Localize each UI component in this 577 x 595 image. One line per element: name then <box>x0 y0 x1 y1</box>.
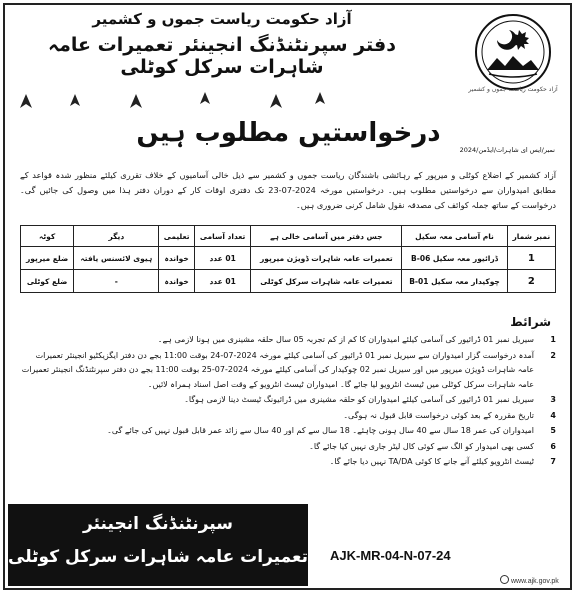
list-item <box>20 393 556 408</box>
header-quota: کوٹہ <box>21 226 74 247</box>
cell-serial: 1 <box>507 247 555 270</box>
cell-post: چوکیدار معہ سکیل B-01 <box>402 270 507 293</box>
cell-office: تعمیرات عامہ شاہرات ڈویژن میرپور <box>251 247 402 270</box>
header <box>12 6 432 86</box>
header-office: جس دفتر میں آسامی خالی ہے <box>251 226 402 247</box>
condition-index: 4 <box>550 410 556 420</box>
header-other: دیگر <box>74 226 159 247</box>
list-item <box>20 409 556 424</box>
cell-serial: 2 <box>507 270 555 293</box>
condition-index: 2 <box>550 350 556 360</box>
cell-education: خواندہ <box>159 270 194 293</box>
ad-code: AJK-MR-04-N-07-24 <box>330 548 451 563</box>
header-post: نام آسامی معہ سکیل <box>402 226 507 247</box>
condition-text: سیریل نمبر 01 ڈرائیور کی آسامی کیلئے امیدواران کا کم از کم تجربہ 05 سال حلقہ مشینری میں ہونا لازمی ہے۔ <box>157 335 534 344</box>
cell-other: - <box>74 270 159 293</box>
header-count: تعداد آسامی <box>194 226 251 247</box>
reference-number: نمبر/ایس ای شاہرات/ایڈمن/2024 <box>459 146 555 154</box>
conditions-list <box>20 333 556 471</box>
cell-post: ڈرائیور معہ سکیل B-06 <box>402 247 507 270</box>
intro-paragraph: آزاد کشمیر کے اضلاع کوٹلی و میرپور کے رہائشی باشندگان ریاست جموں و کشمیر سے ذیل خالی آسامیوں کے خلاف تقرری کیلئے منظور شدہ قواعد کے مطابق امیدواران سے درخواستیں مطلوب ہیں۔ درخواستیں مورخہ 2024-07-23 تک دفتری اوقات کار کے دوران دفتر ہذا میں وصول کی جائیں گی۔ درخواست کے ساتھ جملہ کوائف کی مصدقہ نقول شامل کرنی ضروری ہیں۔ <box>20 170 556 210</box>
office-name: دفتر سپرنٹنڈنگ انجینئر تعمیرات عامہ شاہرات سرکل کوٹلی <box>48 34 396 78</box>
list-item <box>20 349 556 393</box>
condition-text: آمدہ درخواست گزار امیدواران سے سیریل نمبر 01 ڈرائیور کی آسامی کیلئے مورخہ 2024-07-24 بوقت 11:00 بجے دن دفتر ایگزیکٹیو انجینئر تعمیرات عامہ شاہرات ڈویژن میرپور میں اور سیریل نمبر 02 چوکیدار کی آسامی کیلئے مورخہ 2024-07-25 بوقت 11:00 بجے دن دفتر سپرنٹنڈنگ انجینئر تعمیرات عامہ شاہرات سرکل کوٹلی میں ٹیسٹ انٹرویو لیا جائے گا۔ امیدواران ٹیسٹ انٹرویو کے وقت اصل اسناد ہمراہ لائیں۔ <box>21 350 534 389</box>
ajk-emblem-icon <box>467 12 559 92</box>
cell-count: 01 عدد <box>194 270 251 293</box>
condition-index: 1 <box>550 335 556 344</box>
list-item <box>20 455 556 470</box>
list-item <box>20 440 556 455</box>
cell-education: خواندہ <box>159 247 194 270</box>
condition-index: 7 <box>550 457 556 466</box>
website[interactable] <box>500 575 559 585</box>
government-name: آزاد حکومت ریاست جموں و کشمیر <box>92 10 352 28</box>
signature-office: تعمیرات عامہ شاہرات سرکل کوٹلی <box>8 547 308 567</box>
condition-text: سیریل نمبر 01 ڈرائیور کی آسامی کیلئے امیدواران کو حلقہ مشینری میں ڈرائیونگ ٹیسٹ دینا لازمی ہوگا۔ <box>184 395 534 404</box>
condition-text: امیدواران کی عمر 18 سال سے 40 سال ہونی چاہئے۔ 18 سال سے کم اور 40 سال سے زائد عمر قابل قبول نہیں کی جائے گی۔ <box>107 426 534 435</box>
header-serial: نمبر شمار <box>507 226 555 247</box>
cell-office: تعمیرات عامہ شاہرات سرکل کوٹلی <box>251 270 402 293</box>
emblem-caption: آزاد حکومت ریاست جموں و کشمیر <box>468 86 558 93</box>
condition-text: تاریخ مقررہ کے بعد کوئی درخواست قابل قبول نہ ہوگی۔ <box>343 410 534 420</box>
list-item <box>20 424 556 439</box>
table-header-row <box>21 226 556 247</box>
list-item <box>20 333 556 348</box>
header-education: تعلیمی <box>159 226 194 247</box>
condition-text: ٹیسٹ انٹرویو کیلئے آنے جانے کا کوئی TA/DA نہیں دیا جائے گا۔ <box>329 457 534 466</box>
posts-table <box>20 225 556 293</box>
cell-quota: ضلع میرپور <box>21 247 74 270</box>
condition-index: 6 <box>550 441 556 451</box>
table-row <box>21 247 556 270</box>
chinar-leaves-decoration-icon <box>10 82 330 112</box>
condition-index: 5 <box>550 426 556 435</box>
signature-block <box>8 504 308 586</box>
cell-quota: ضلع کوٹلی <box>21 270 74 293</box>
conditions-title: شرائط <box>510 315 551 329</box>
table-row <box>21 270 556 293</box>
condition-index: 3 <box>550 395 556 404</box>
condition-text: کسی بھی امیدوار کو الگ سے کوئی کال لیٹر جاری نہیں کیا جائے گا۔ <box>309 441 534 451</box>
cell-other: ہیوی لائسنس یافتہ <box>74 247 159 270</box>
signature-title: سپرنٹنڈنگ انجینئر <box>83 514 233 534</box>
globe-icon <box>500 575 509 584</box>
website-text: www.ajk.gov.pk <box>511 578 559 585</box>
banner-title: درخواستیں مطلوب ہیں <box>136 118 441 148</box>
cell-count: 01 عدد <box>194 247 251 270</box>
